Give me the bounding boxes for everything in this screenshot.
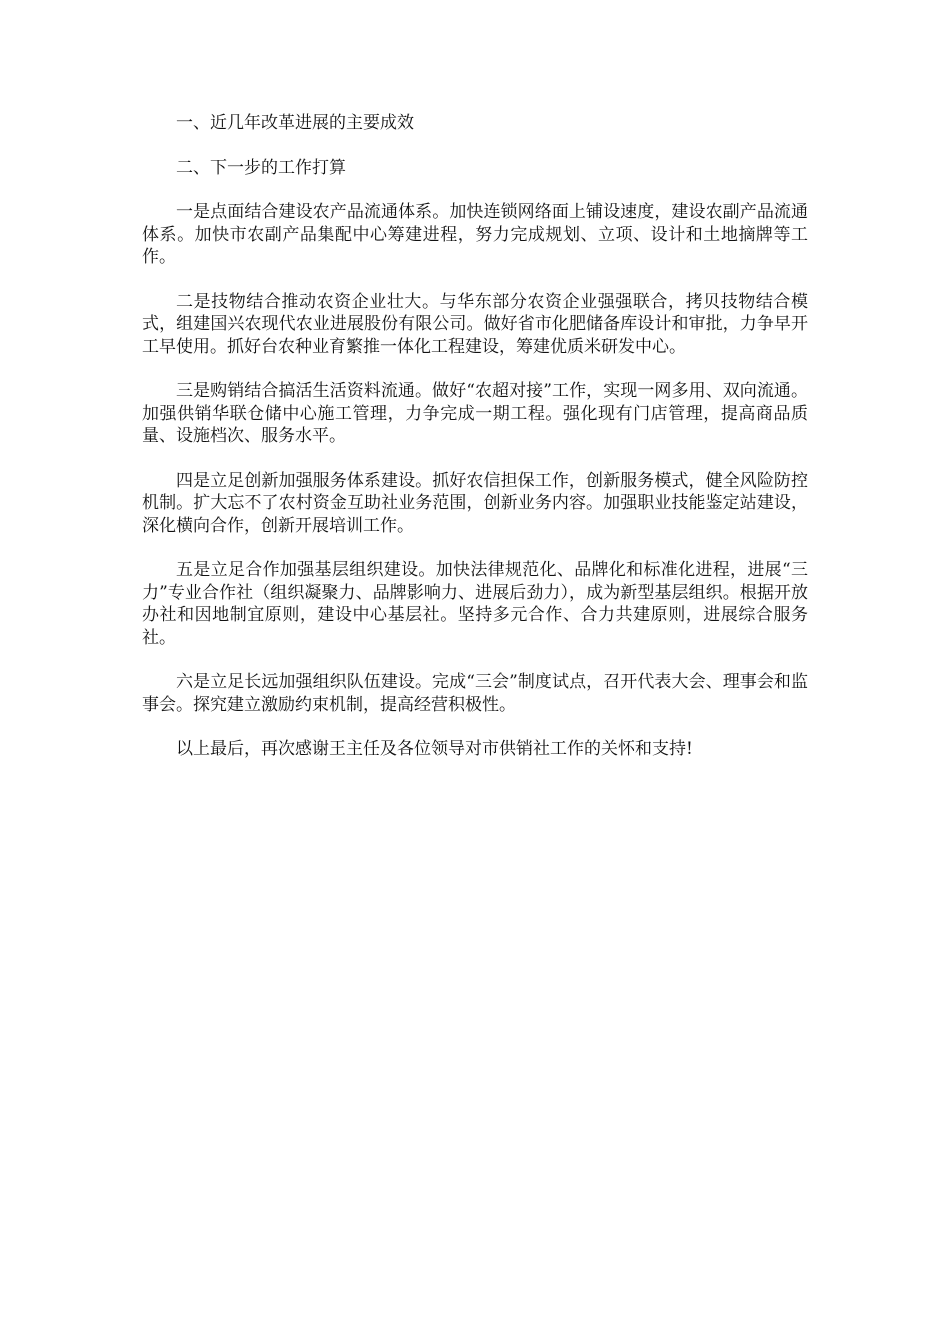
closing-paragraph: 以上最后，再次感谢王主任及各位领导对市供销社工作的关怀和支持! — [176, 739, 693, 759]
paragraph-3: 三是购销结合搞活生活资料流通。做好“农超对接”工作，实现一网多用、双向流通。加强供销华联仓储中心施工管理，力争完成一期工程。强化现有门店管理，提高商品质量、设施档次、服务水平。 — [142, 381, 808, 446]
section-heading-1: 一、近几年改革进展的主要成效 — [176, 113, 414, 133]
paragraph-1: 一是点面结合建设农产品流通体系。加快连锁网络面上铺设速度，建设农副产品流通体系。加快市农副产品集配中心筹建进程，努力完成规划、立项、设计和土地摘牌等工作。 — [142, 202, 808, 267]
section-heading-2: 二、下一步的工作打算 — [176, 157, 346, 178]
paragraph-5: 五是立足合作加强基层组织建设。加快法律规范化、品牌化和标准化进程，进展“三力”专业合作社（组织凝聚力、品牌影响力、进展后劲力），成为新型基层组织。根据开放办社和因地制宜原则，建设中心基层社。坚持多元合作、合力共建原则，进展综合服务社。 — [142, 560, 808, 648]
document-page — [142, 112, 808, 783]
paragraph-6: 六是立足长远加强组织队伍建设。完成“三会”制度试点，召开代表大会、理事会和监事会。探究建立激励约束机制，提高经营积极性。 — [142, 672, 808, 715]
paragraph-2: 二是技物结合推动农资企业壮大。与华东部分农资企业强强联合，拷贝技物结合模式，组建国兴农现代农业进展股份有限公司。做好省市化肥储备库设计和审批，力争早开工早使用。抓好台农种业育繁推一体化工程建设，筹建优质米研发中心。 — [142, 291, 808, 357]
paragraph-4: 四是立足创新加强服务体系建设。抓好农信担保工作，创新服务模式，健全风险防控机制。扩大忘不了农村资金互助社业务范围，创新业务内容。加强职业技能鉴定站建设，深化横向合作，创新开展培训工作。 — [142, 470, 808, 536]
